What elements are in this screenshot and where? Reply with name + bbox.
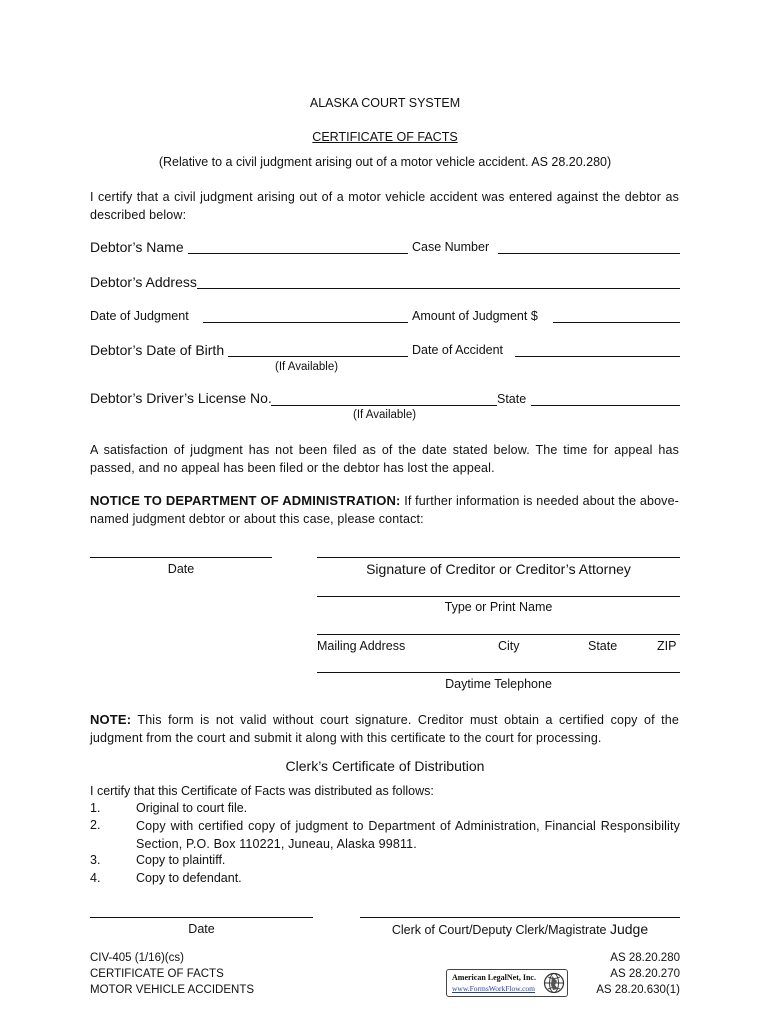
logo-url[interactable]: www.FormsWorkFlow.com [452,984,536,993]
debtor-dob-field[interactable] [228,356,408,357]
mailing-address-label: Mailing Address [317,639,406,653]
clerk-date-label: Date [188,922,215,936]
drivers-license-field[interactable] [271,405,497,406]
creditor-signature-field[interactable] [317,557,680,558]
state-field[interactable] [531,405,680,406]
list-item: Original to court file. [136,801,248,815]
footer-form-subtitle: MOTOR VEHICLE ACCIDENTS [90,984,255,996]
list-item: Copy with certified copy of judgment to Department of Administration, Financial Responsibility Section, P.O. Box 110221, Juneau, Alaska 99811. [136,819,680,851]
debtor-name-field[interactable] [188,253,408,254]
case-number-label: Case Number [412,240,490,254]
license-if-available: (If Available) [353,409,417,421]
list-item-number: 3. [90,853,101,867]
notice-heading: NOTICE TO DEPARTMENT OF ADMINISTRATION: [90,493,401,508]
drivers-license-label: Debtor’s Driver’s License No. [90,390,272,406]
date-of-judgment-label: Date of Judgment [90,309,189,323]
dob-if-available: (If Available) [275,361,339,373]
daytime-telephone-field[interactable] [317,672,680,673]
intro-text: I certify that a civil judgment arising out of a motor vehicle accident was entered against the debtor as described below: [90,190,679,222]
debtor-address-field[interactable] [197,288,680,289]
amount-of-judgment-label: Amount of Judgment $ [412,309,538,323]
date-of-accident-label: Date of Accident [412,343,504,357]
satisfaction-text: A satisfaction of judgment has not been filed as of the date stated below. The time for appeal has passed, and no appeal has been filed or the debtor has lost the appeal. [90,443,679,475]
clerk-signature-text: Clerk of Court/Deputy Clerk/Magistrate [391,923,607,937]
clerk-signature-field[interactable] [360,917,680,918]
statute: AS 28.20.280 [610,952,680,964]
date-of-judgment-field[interactable] [203,322,408,323]
date-field[interactable] [90,557,272,558]
creditor-signature-label: Signature of Creditor or Creditor’s Attorney [366,561,631,577]
list-item: Copy to defendant. [136,871,242,885]
address-state-label: State [588,639,618,653]
clerk-intro: I certify that this Certificate of Facts was distributed as follows: [90,784,434,798]
statute: AS 28.20.270 [610,968,680,980]
footer-left [90,950,254,998]
date-label: Date [167,562,195,576]
form-id: CIV-405 (1/16)(cs) [90,952,184,964]
debtor-dob-label: Debtor’s Date of Birth [90,342,225,358]
note-heading: NOTE: [90,712,132,727]
list-item-number: 2. [90,818,101,832]
judge-text: Judge [609,921,649,937]
clerk-date-field[interactable] [90,917,313,918]
list-item: Copy to plaintiff. [136,853,226,867]
form-subtitle: (Relative to a civil judgment arising out of a motor vehicle accident. AS 28.20.280) [158,155,612,169]
state-label: State [497,392,527,406]
note-paragraph [90,711,679,747]
note-text: This form is not valid without court signature. Creditor must obtain a certified copy of the judgment from the court and submit it along with this certificate to the court for processing. [90,713,679,745]
type-name-field[interactable] [317,596,680,597]
footer-form-title: CERTIFICATE OF FACTS [90,968,224,980]
list-item-number: 1. [90,801,101,815]
date-of-accident-field[interactable] [515,356,680,357]
debtor-name-label: Debtor’s Name [90,239,184,255]
logo-name: American LegalNet, Inc. [452,973,536,982]
list-item-number: 4. [90,871,101,885]
mailing-address-field[interactable] [317,634,680,635]
debtor-address-label: Debtor’s Address [90,274,197,290]
court-name: ALASKA COURT SYSTEM [309,96,461,110]
clerk-certificate-heading: Clerk’s Certificate of Distribution [285,758,485,774]
case-number-field[interactable] [498,253,680,254]
amount-of-judgment-field[interactable] [553,322,680,323]
statute: AS 28.20.630(1) [596,984,680,996]
city-label: City [498,639,520,653]
notice-paragraph [90,492,679,528]
type-name-label: Type or Print Name [444,600,553,614]
footer-statutes [560,950,680,998]
american-legalnet-logo[interactable] [446,969,568,997]
clerk-signature-label [360,921,680,937]
notice-text: If further information is needed about the above-named judgment debtor or about this case, please contact: [90,494,679,526]
form-title: CERTIFICATE OF FACTS [312,130,458,144]
daytime-telephone-label: Daytime Telephone [445,677,552,691]
zip-label: ZIP [657,639,677,653]
